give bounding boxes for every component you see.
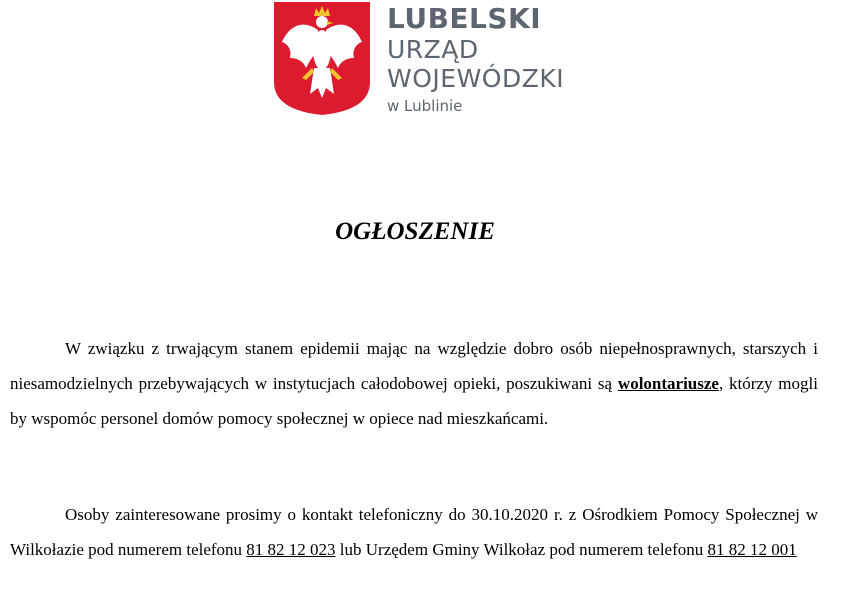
paragraph-1-text-before: W związku z trwającym stanem epidemii mając na względzie dobro osób niepełnosprawnych, starszych i niesamodzielnych przebywających w instytucjach całodobowej opieki, poszukiwani są bbox=[10, 339, 818, 393]
office-line-3: WOJEWÓDZKI bbox=[387, 64, 565, 93]
office-line-1: LUBELSKI bbox=[387, 2, 542, 35]
office-line-4: w Lublinie bbox=[387, 97, 463, 115]
paragraph-1-text-after: , którzy mogli by wspomóc personel domów pomocy społecznej w opiece nad mieszkańcami. bbox=[10, 374, 818, 428]
paragraph-2 bbox=[10, 497, 818, 567]
header bbox=[274, 2, 574, 117]
office-line-2: URZĄD bbox=[387, 35, 479, 64]
paragraph-1 bbox=[10, 331, 818, 436]
eagle-emblem-icon bbox=[274, 2, 370, 115]
volunteers-highlight: wolontariusze bbox=[617, 374, 719, 393]
phone-number-2: 81 82 12 001 bbox=[707, 540, 797, 559]
announcement-title: OGŁOSZENIE bbox=[335, 218, 495, 245]
paragraph-2-text-before: Osoby zainteresowane prosimy o kontakt telefoniczny do 30.10.2020 r. z Ośrodkiem Pomocy Społecznej w Wilkołazie pod numerem telefonu bbox=[10, 505, 818, 559]
phone-number-1: 81 82 12 023 bbox=[246, 540, 336, 559]
paragraph-2-text-middle: lub Urzędem Gminy Wilkołaz pod numerem telefonu bbox=[335, 540, 708, 559]
